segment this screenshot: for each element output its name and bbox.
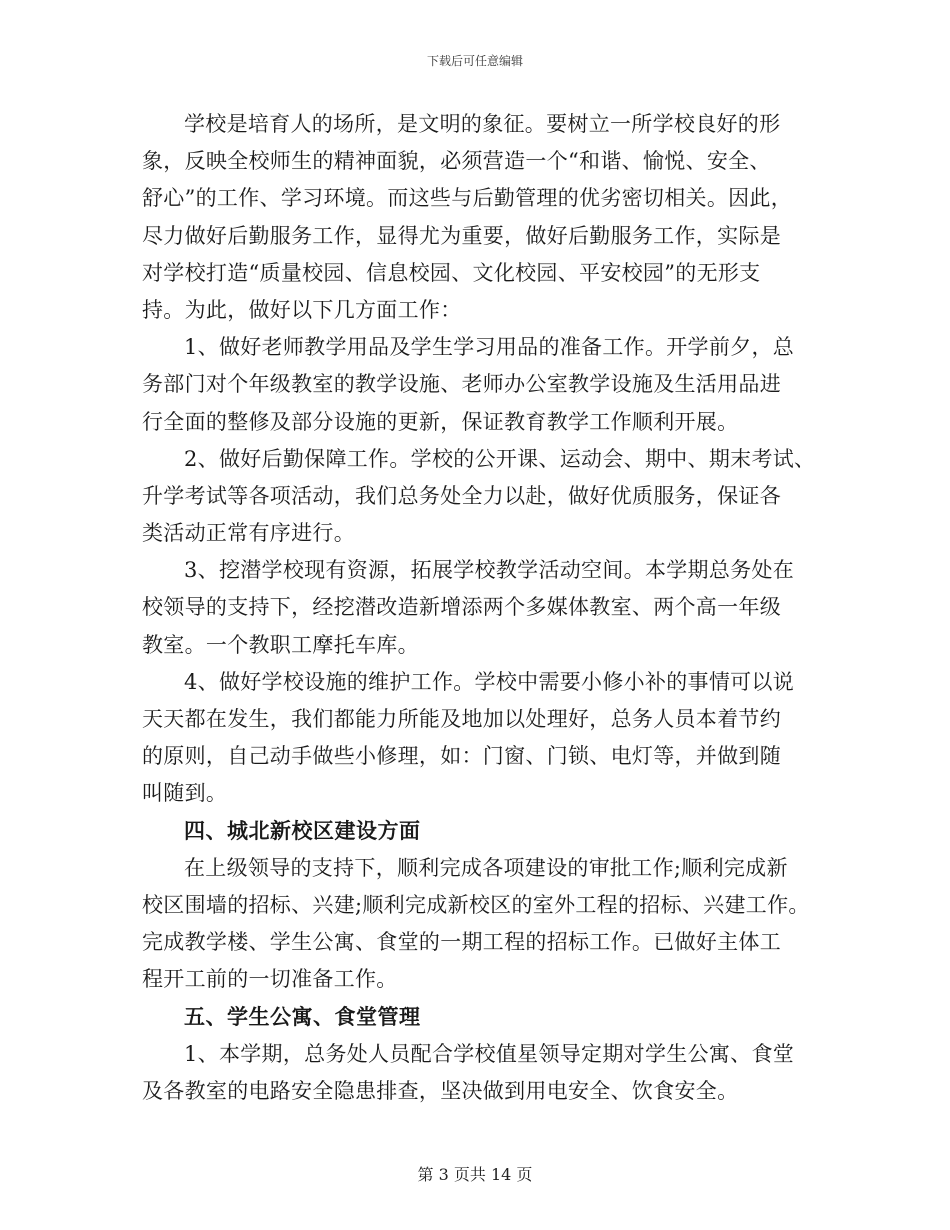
list-item-line: 及各教室的电路安全隐患排查，坚决做到用电安全、饮食安全。 <box>142 1078 739 1103</box>
list-item-line: 升学考试等各项活动，我们总务处全力以赴，做好优质服务，保证各 <box>142 483 781 508</box>
section-heading: 五、学生公寓、食堂管理 <box>184 1004 421 1029</box>
paragraph-line: 学校是培育人的场所，是文明的象征。要树立一所学校良好的形 <box>184 112 781 136</box>
section-heading: 四、城北新校区建设方面 <box>184 818 421 843</box>
list-item-line: 1、做好老师教学用品及学生学习用品的准备工作。开学前夕，总 <box>184 335 795 360</box>
paragraph-line: 持。为此，做好以下几方面工作： <box>142 297 462 322</box>
list-item-line: 1、本学期，总务处人员配合学校值星领导定期对学生公寓、食堂 <box>184 1041 795 1066</box>
list-item-line: 类活动正常有序进行。 <box>142 521 355 546</box>
list-item-line: 4、做好学校设施的维护工作。学校中需要小修小补的事情可以说 <box>184 669 795 694</box>
list-item-line: 3、挖潜学校现有资源，拓展学校教学活动空间。本学期总务处在 <box>184 558 795 583</box>
list-item-line: 行全面的整修及部分设施的更新，保证教育教学工作顺利开展。 <box>142 409 739 434</box>
list-item-line: 校领导的支持下，经挖潜改造新增添两个多媒体教室、两个高一年级 <box>142 595 781 620</box>
paragraph-line: 象，反映全校师生的精神面貌，必须营造一个“和谐、愉悦、安全、 <box>142 149 771 174</box>
paragraph-line: 舒心”的工作、学习环境。而这些与后勤管理的优劣密切相关。因此， <box>142 186 793 211</box>
list-item-line: 教室。一个教职工摩托车库。 <box>142 632 419 657</box>
page-header: 下载后可任意编辑 <box>426 54 523 68</box>
paragraph-line: 在上级领导的支持下，顺利完成各项建设的审批工作;顺利完成新 <box>184 855 788 880</box>
paragraph-line: 程开工前的一切准备工作。 <box>142 967 398 992</box>
list-item-line: 叫随到。 <box>142 781 228 806</box>
list-item-line: 2、做好后勤保障工作。学校的公开课、运动会、期中、期末考试、 <box>184 446 816 471</box>
paragraph-line: 尽力做好后勤服务工作，显得尤为重要，做好后勤服务工作，实际是 <box>142 223 781 248</box>
page-footer: 第 3 页共 14 页 <box>417 1165 533 1184</box>
document-body <box>142 106 814 1110</box>
list-item-line: 的原则，自己动手做些小修理，如：门窗、门锁、电灯等，并做到随 <box>142 744 781 769</box>
paragraph-line: 校区围墙的招标、兴建;顺利完成新校区的室外工程的招标、兴建工作。 <box>142 892 810 917</box>
list-item-line: 务部门对个年级教室的教学设施、老师办公室教学设施及生活用品进 <box>142 372 781 397</box>
paragraph-line: 对学校打造“质量校园、信息校园、文化校园、平安校园”的无形支 <box>142 260 761 285</box>
paragraph-line: 完成教学楼、学生公寓、食堂的一期工程的招标工作。已做好主体工 <box>142 930 781 955</box>
list-item-line: 天天都在发生，我们都能力所能及地加以处理好，总务人员本着节约 <box>142 707 781 731</box>
